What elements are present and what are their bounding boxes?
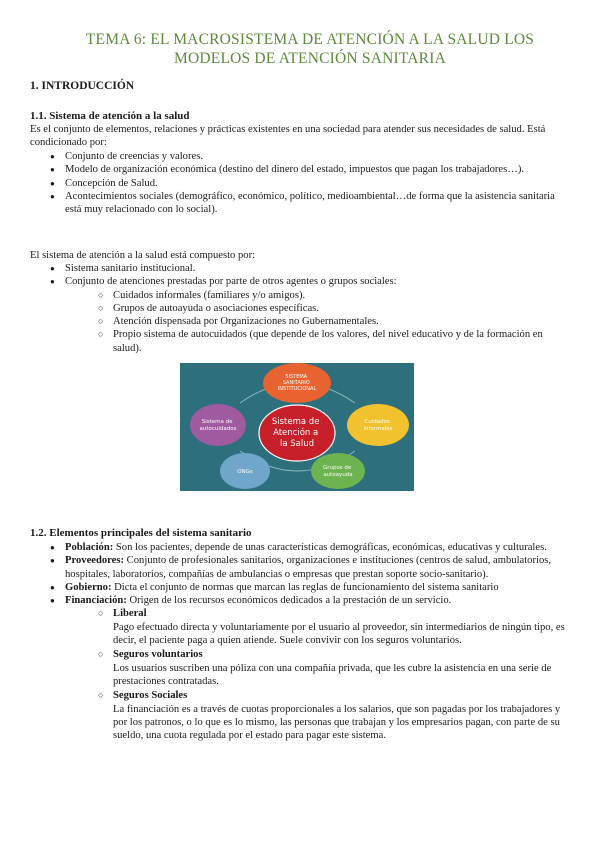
sublist-item [98,648,570,688]
document-title [40,30,580,68]
subsection-heading-1-2: 1.2. Elementos principales del sistema sanitario [30,527,252,539]
sublist-item: ○ Atención dispensada por Organizaciones no Gubernamentales. [98,315,570,328]
term-label: Proveedores: [65,555,125,567]
financing-term: Liberal [113,608,147,620]
financing-sublist [65,607,570,742]
financing-description: La financiación es a través de cuotas proporcionales a los salarios, que son pagadas por los trabajadores y por los patronos, o lo que es lo mismo, las personas que trabajan y los empresarios pagan, con parte de su sueldo, una cuota regulada por el estado para pagar este sistema. [113,703,561,742]
node-cuidados-informales [347,404,409,446]
financing-term: Seguros Sociales [113,690,188,702]
node-bottom-left-label: ONGs [237,469,253,475]
intro-paragraph: Es el conjunto de elementos, relaciones y prácticas existentes en una sociedad para atender sus necesidades de salud. Está condicionado por: [30,124,546,149]
sublist-item [98,689,570,742]
health-system-diagram [180,363,414,491]
node-center-label: Sistema de Atención a la Salud [271,417,320,449]
elements-list [50,541,570,743]
agents-sublist [65,289,570,355]
composed-list [50,262,570,355]
node-bottom-right-label: Grupos de autoayuda [322,465,353,478]
term-description: Dicta el conjunto de normas que marcan las reglas de funcionamiento del sistema sanitario [111,581,499,593]
list-item: ● Acontecimientos sociales (demográfico, económico, político, medioambiental…de forma que la asistencia sanitaria está muy relacionado con lo social). [50,190,570,217]
node-top-label: SISTEMA SANITARIO INSTITUCIONAL [277,374,317,392]
list-item [50,594,570,742]
financing-term: Seguros voluntarios [113,649,203,661]
list-item: ● Sistema sanitario institucional. [50,262,570,275]
term-label: Financiación: [65,595,127,607]
node-left-label: Sistema de autocuidados [199,419,237,432]
title-line-2: MODELOS DE ATENCIÓN SANITARIA [174,50,446,67]
list-item [50,554,570,581]
term-description: Son los pacientes, depende de unas características demográficas, económicas, educativas y culturales. [113,542,547,553]
term-label: Población: [65,542,114,553]
section-heading-introduccion: 1. INTRODUCCIÓN [30,80,135,92]
list-item [50,541,570,554]
conditions-list [50,150,570,216]
list-item [50,275,570,355]
financing-description: Pago efectuado directa y voluntariamente por el usuario al proveedor, sin intermediarios de ningún tipo, es decir, el paciente paga a quien atiende. Suele convivir con los seguros voluntarios. [113,621,565,647]
list-item: ● Modelo de organización económica (destino del dinero del estado, impuestos que pagan los trabajadores…). [50,163,570,176]
sublist-item: ○ Grupos de autoayuda o asociaciones específicas. [98,302,570,315]
sublist-item: ○ Propio sistema de autocuidados (que depende de los valores, del nivel educativo y de la formación en salud). [98,328,570,355]
diagram-svg [180,363,414,491]
financing-description: Los usuarios suscriben una póliza con una compañía privada, que les cubre la asistencia en una serie de prestaciones contratadas. [113,662,552,687]
term-description: Origen de los recursos económicos dedicados a la prestación de un servicio. [126,595,452,607]
term-description: Conjunto de profesionales sanitarios, organizaciones e instituciones (centros de salud, ambulatorios, hospitales, laboratorios, compañías de ambulancias o empresas que prestan soporte socio-sanitario). [65,555,552,580]
list-item-text: Conjunto de atenciones prestadas por parte de otros agentes o grupos sociales: [65,276,397,288]
composed-intro-paragraph: El sistema de atención a la salud está compuesto por: [30,250,256,261]
node-autocuidados [190,404,246,446]
list-item: ● Concepción de Salud. [50,177,570,190]
title-line-1: TEMA 6: EL MACROSISTEMA DE ATENCIÓN A LA SALUD LOS [85,31,535,48]
sublist-item: ○ Cuidados informales (familiares y/o amigos). [98,289,570,302]
sublist-item [98,607,570,647]
list-item [50,581,570,594]
node-grupos-autoayuda [311,453,365,489]
term-label: Gobierno: [65,581,112,593]
list-item: ● Conjunto de creencias y valores. [50,150,570,163]
subsection-heading-1-1: 1.1. Sistema de atención a la salud [30,110,190,122]
node-right-label: Cuidados informales [363,419,393,432]
